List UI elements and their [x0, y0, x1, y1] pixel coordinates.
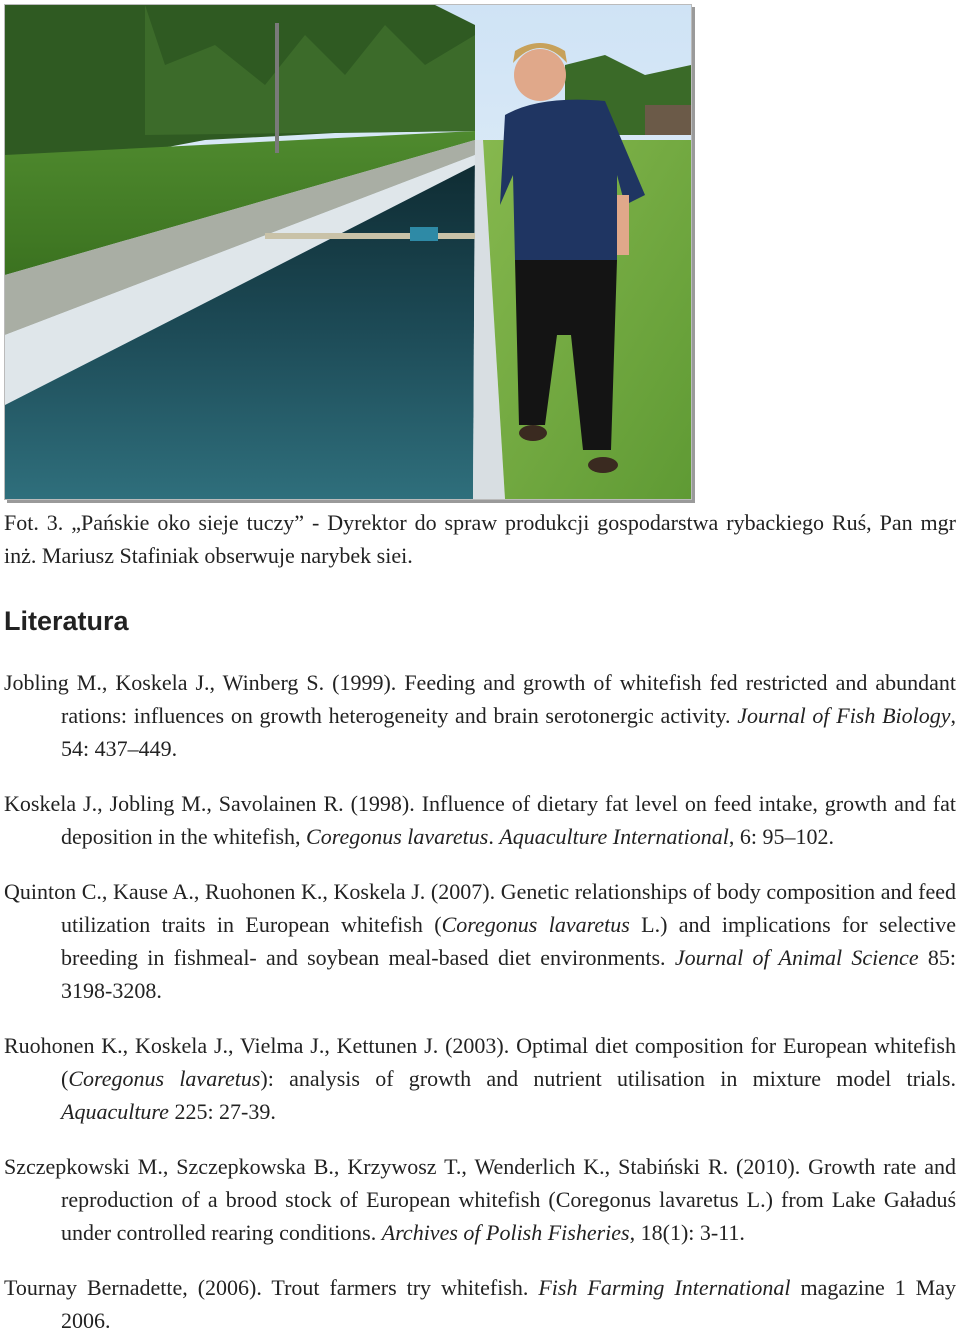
reference-item: Tournay Bernadette, (2006). Trout farmers try whitefish. Fish Farming International magazine 1 May 2006.: [4, 1275, 956, 1333]
literature-heading: Literatura: [4, 606, 129, 636]
reference-item: Ruohonen K., Koskela J., Vielma J., Kettunen J. (2003). Optimal diet composition for European whitefish (Coregonus lavaretus): analysis of growth and nutrient utilisation in mixture model trials. Aquaculture 225: 27-39.: [4, 1033, 956, 1124]
photo-fish-farm: [4, 4, 692, 500]
reference-item: Quinton C., Kause A., Ruohonen K., Koskela J. (2007). Genetic relationships of body composition and feed utilization traits in European whitefish (Coregonus lavaretus L.) and implications for selective breeding in fishmeal- and soybean meal-based diet environments. Journal of Animal Science 85: 3198-3208.: [4, 879, 956, 1003]
reference-item: Koskela J., Jobling M., Savolainen R. (1998). Influence of dietary fat level on feed intake, growth and fat deposition in the whitefish, Coregonus lavaretus. Aquaculture International, 6: 95–102.: [4, 791, 956, 849]
reference-list: [4, 644, 956, 1337]
photo-caption: Fot. 3. „Pańskie oko sieje tuczy” - Dyrektor do spraw produkcji gospodarstwa rybackiego Ruś, Pan mgr inż. Mariusz Stafiniak obserwuje narybek siei.: [4, 510, 956, 568]
reference-item: Szczepkowski M., Szczepkowska B., Krzywosz T., Wenderlich K., Stabiński R. (2010). Growth rate and reproduction of a brood stock of European whitefish (Coregonus lavaretus L.) from Lake Gaładuś under controlled rearing conditions. Archives of Polish Fisheries, 18(1): 3-11.: [4, 1154, 956, 1245]
reference-item: Jobling M., Koskela J., Winberg S. (1999). Feeding and growth of whitefish fed restricted and abundant rations: influences on growth heterogeneity and brain serotonergic activity. Journal of Fish Biology, 54: 437–449.: [4, 670, 957, 761]
